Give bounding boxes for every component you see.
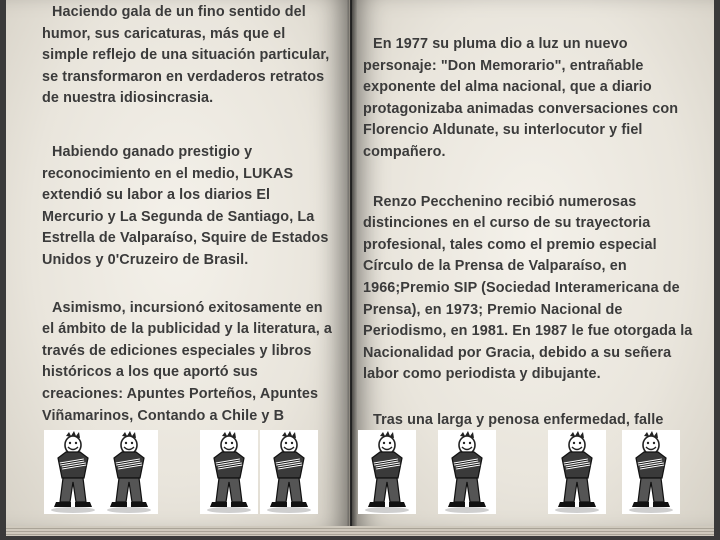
right-paragraph-2: Renzo Pecchenino recibió numerosas distinciones en el curso de su trayectoria profesional, tales como el premio especial Círculo de la Prensa de Valparaíso, en 1966;Premio SIP (Sociedad Interamericana de Prensa), en 1973; Premio Nacional de Periodismo, en 1981. En 1987 le fue otorgada la Nacionalidad por Gracia, debido a su señera labor como periodista y dibujante. [363,193,693,383]
cartoon-figure-icon [100,430,158,514]
cartoon-figure-icon [358,430,416,514]
cartoon-figure-icon [200,430,258,514]
cartoon-figure-icon [260,430,318,514]
left-paragraph-3: Asimismo, incursionó exitosamente en el ámbito de la publicidad y la literatura, a través de ediciones especiales y libros históricos a los que aportó sus creaciones: Apuntes Porteños, Apuntes Viñamarinos, Contando a Chile y B [42,299,332,424]
cartoon-figure-icon [548,430,606,514]
right-paragraph-3: Tras una larga y penosa enfermedad, falle [373,411,664,428]
right-paragraph-1: En 1977 su pluma dio a luz un nuevo personaje: "Don Memorario", entrañable exponente del alma nacional, que a diario protagonizaba animadas conversaciones con Florencio Aldunate, su interlocutor y fiel compañero. [363,36,679,160]
page-edges [6,526,714,536]
cartoon-figure-icon [44,430,102,514]
left-paragraph-1: Haciendo gala de un fino sentido del humor, sus caricaturas, más que el simple reflejo de una situación particular, se transformaron en verdaderos retratos de nuestra idiosincrasia. [42,4,330,107]
cartoon-figure-icon [438,430,496,514]
figure-row-right [358,430,688,515]
book-spine [347,0,357,530]
left-paragraph-2: Habiendo ganado prestigio y reconocimiento en el medio, LUKAS extendió su labor a los diarios El Mercurio y La Segunda de Santiago, La Estrella de Valparaíso, Squire de Estados Unidos y 0'Cruzeiro de Brasil. [42,143,329,268]
cartoon-figure-icon [622,430,680,514]
figure-row-left [44,430,324,515]
